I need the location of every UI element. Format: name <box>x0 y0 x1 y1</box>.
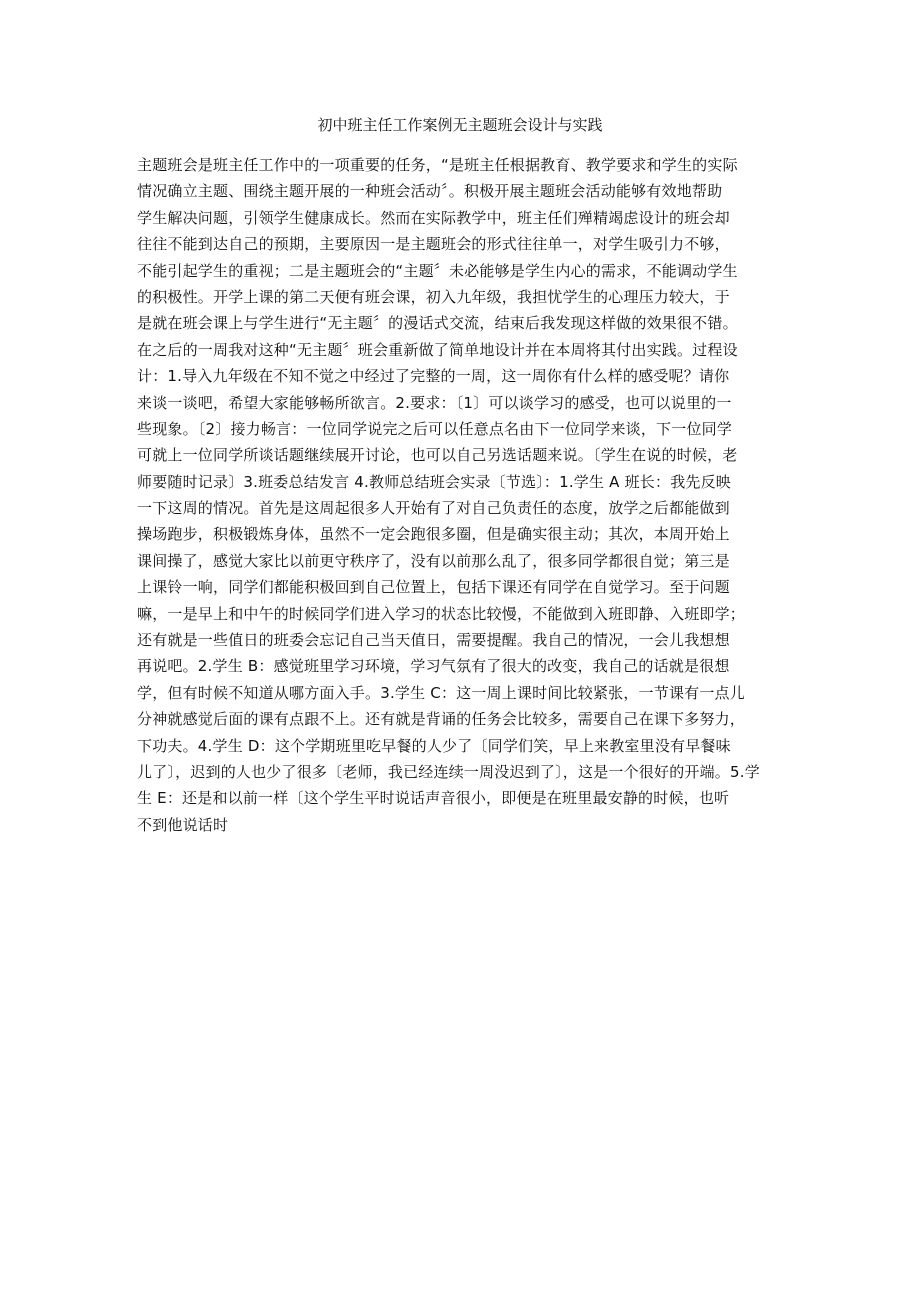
body-line: 学生解决问题，引领学生健康成长。然而在实际教学中，班主任们殚精竭虑设计的班会却 <box>137 208 730 227</box>
body-line: 计：1.导入九年级在不知不觉之中经过了完整的一周，这一周你有什么样的感受呢？请你 <box>137 367 730 386</box>
body-line: 主题班会是班主任工作中的一项重要的任务，“是班主任根据教育、教学要求和学生的实际 <box>137 156 738 174</box>
body-line: 在之后的一周我对这种“无主题〞班会重新做了简单地设计并在本周将其付出实践。过程设 <box>137 340 738 359</box>
body-line: 儿了〕，迟到的人也少了很多〔老师，我已经连续一周没迟到了〕，这是一个很好的开端。5.学 <box>137 762 760 781</box>
body-line: 情况确立主题、围绕主题开展的一种班会活动〞。积极开展主题班会活动能够有效地帮助 <box>137 182 723 201</box>
document-body <box>137 152 797 838</box>
document-title: 初中班主任工作案例无主题班会设计与实践 <box>317 116 603 134</box>
body-line: 不能引起学生的重视；二是主题班会的“主题〞未必能够是学生内心的需求，不能调动学生 <box>137 261 738 280</box>
body-line: 一下这周的情况。首先是这周起很多人开始有了对自己负责任的态度，放学之后都能做到 <box>137 499 730 518</box>
body-line: 可就上一位同学所谈话题继续展开讨论，也可以自己另选话题来说。〔学生在说的时候，老 <box>137 446 738 465</box>
body-line: 下功夫。4.学生 D：这个学期班里吃早餐的人少了〔同学们笑，早上来教室里没有早餐味 <box>137 736 731 755</box>
body-line: 的积极性。开学上课的第二天便有班会课，初入九年级，我担忧学生的心理压力较大，于 <box>137 287 730 306</box>
body-line: 嘛，一是早上和中午的时候同学们进入学习的状态比较慢，不能做到入班即静、入班即学； <box>137 604 746 623</box>
body-line: 来谈一谈吧，希望大家能够畅所欲言。2.要求：〔1〕可以谈学习的感受，也可以说里的一 <box>137 393 732 412</box>
body-line: 是就在班会课上与学生进行“无主题〞的漫话式交流，结束后我发现这样做的效果很不错。 <box>137 314 738 333</box>
body-line: 上课铃一响，同学们都能积极回到自己位置上，包括下课还有同学在自觉学习。至于问题 <box>137 578 730 597</box>
body-line: 往往不能到达自己的预期，主要原因一是主题班会的形式往往单一，对学生吸引力不够， <box>137 235 730 254</box>
body-line: 分神就感觉后面的课有点跟不上。还有就是背诵的任务会比较多，需要自己在课下多努力， <box>137 710 746 729</box>
body-line: 操场跑步，积极锻炼身体，虽然不一定会跑很多圈，但是确实很主动；其次，本周开始上 <box>137 525 730 544</box>
body-line: 还有就是一些值日的班委会忘记自己当天值日，需要提醒。我自己的情况，一会儿我想想 <box>137 631 730 650</box>
body-line: 学，但有时候不知道从哪方面入手。3.学生 C：这一周上课时间比较紧张，一节课有一点儿 <box>137 683 745 702</box>
body-line: 课间操了，感觉大家比以前更守秩序了，没有以前那么乱了，很多同学都很自觉；第三是 <box>137 551 730 570</box>
body-line: 师要随时记录〕3.班委总结发言 4.教师总结班会实录〔节选〕：1.学生 A 班长：我先反映 <box>137 472 732 491</box>
body-line: 不到他说话时 <box>137 815 229 834</box>
body-line: 生 E：还是和以前一样〔这个学生平时说话声音很小，即便是在班里最安静的时候，也听 <box>137 789 730 808</box>
body-line: 再说吧。2.学生 B：感觉班里学习环境，学习气氛有了很大的改变，我自己的话就是很想 <box>137 657 730 676</box>
body-line: 些现象。〔2〕接力畅言：一位同学说完之后可以任意点名由下一位同学来谈，下一位同学 <box>137 419 733 438</box>
